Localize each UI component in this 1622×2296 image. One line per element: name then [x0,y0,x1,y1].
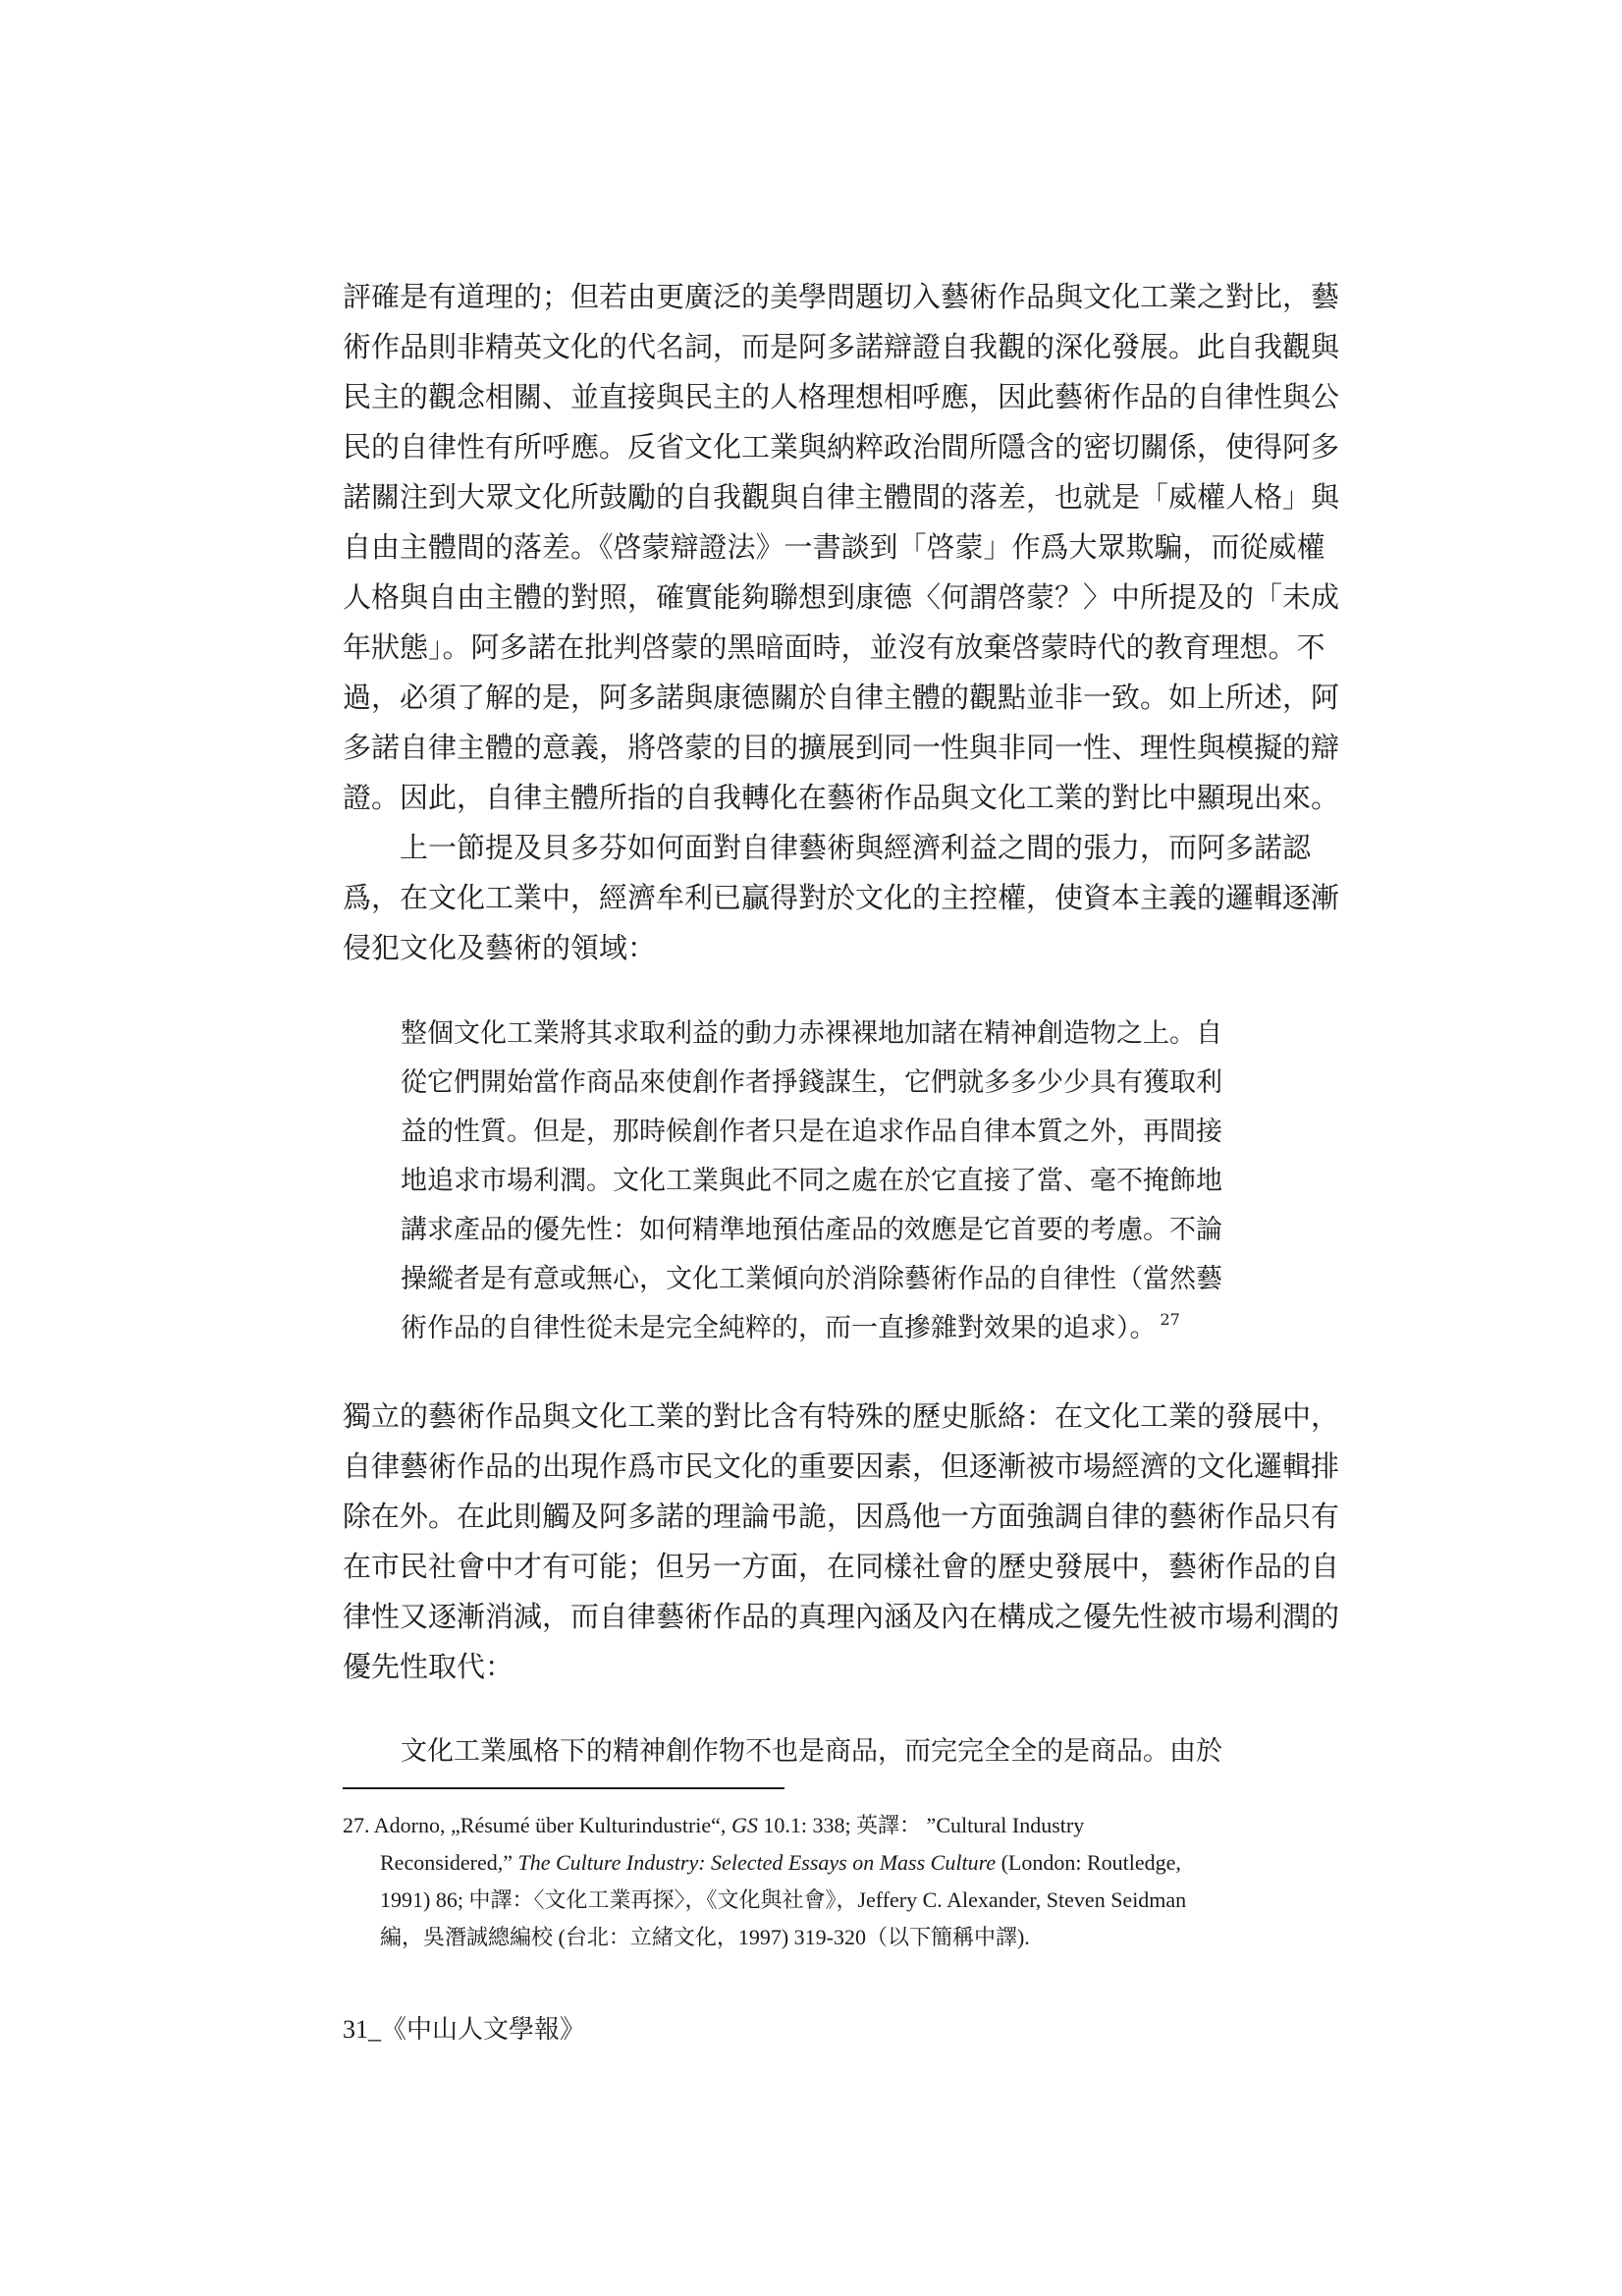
body-text-line: 年狀態」。阿多諾在批判啓蒙的黑暗面時，並沒有放棄啓蒙時代的教育理想。不 [343,630,1325,664]
body-text-line: 獨立的藝術作品與文化工業的對比含有特殊的歷史脈絡：在文化工業的發展中， [343,1399,1340,1433]
quote-text-line: 講求產品的優先性：如何精準地預估產品的效應是它首要的考慮。不論 [401,1215,1222,1245]
body-text-line: 證。因此，自律主體所指的自我轉化在藝術作品與文化工業的對比中顯現出來。 [343,781,1340,814]
quote-text-line: 從它們開始當作商品來使創作者掙錢謀生，它們就多多少少具有獲取利 [401,1067,1222,1098]
body-text-line: 民主的觀念相關、並直接與民主的人格理想相呼應，因此藝術作品的自律性與公 [343,380,1340,413]
body-text-line: 術作品則非精英文化的代名詞，而是阿多諾辯證自我觀的深化發展。此自我觀與 [343,330,1340,363]
footnote-text: 10.1: 338; 英譯： ”Cultural Industry [757,1813,1085,1837]
body-text-line: 自律藝術作品的出現作爲市民文化的重要因素，但逐漸被市場經濟的文化邏輯排 [343,1449,1340,1483]
body-text-line: 侵犯文化及藝術的領域： [343,931,657,964]
footnote-text: Reconsidered,” [380,1850,518,1875]
footnote-reference[interactable]: 27 [1160,1310,1180,1329]
body-text-line: 上一節提及貝多芬如何面對自律藝術與經濟利益之間的張力，而阿多諾認 [400,831,1312,864]
body-text-line: 自由主體間的落差。《啓蒙辯證法》一書談到「啓蒙」作爲大眾欺騙，而從威權 [343,530,1325,564]
body-text-line: 過，必須了解的是，阿多諾與康德關於自律主體的觀點並非一致。如上所述，阿 [343,681,1340,714]
body-text-line: 律性又逐漸消減，而自律藝術作品的真理內涵及內在構成之優先性被市場利潤的 [343,1600,1340,1633]
quote-text-line: 益的性質。但是，那時候創作者只是在追求作品自律本質之外，再間接 [401,1117,1222,1147]
body-text-line: 人格與自由主體的對照，確實能夠聯想到康德〈何謂啓蒙？〉中所提及的「未成 [343,580,1340,614]
quote-text-line: 整個文化工業將其求取利益的動力赤裸裸地加諸在精神創造物之上。自 [401,1018,1222,1049]
quote-text-line: 地追求市場利潤。文化工業與此不同之處在於它直接了當、毫不掩飾地 [401,1166,1222,1196]
quote-text-line [401,1310,1180,1343]
footnote-line [380,1852,1181,1874]
body-text-line: 民的自律性有所呼應。反省文化工業與納粹政治間所隱含的密切關係，使得阿多 [343,430,1340,464]
body-text-line: 在市民社會中才有可能；但另一方面，在同樣社會的歷史發展中，藝術作品的自 [343,1550,1340,1583]
quote-text-line: 文化工業風格下的精神創作物不也是商品，而完完全全的是商品。由於 [401,1736,1222,1767]
footnote-text: Adorno, „Résumé über Kulturindustrie“, [373,1813,731,1837]
body-text-line: 多諾自律主體的意義，將啓蒙的目的擴展到同一性與非同一性、理性與模擬的辯 [343,731,1340,764]
body-text-line: 優先性取代： [343,1650,514,1683]
footnote-number: 27. [343,1813,370,1837]
body-text-line: 爲，在文化工業中，經濟牟利已贏得對於文化的主控權，使資本主義的邏輯逐漸 [343,881,1340,914]
page-folio: 31_《中山人文學報》 [343,2015,586,2044]
footnote-line: 1991) 86; 中譯：〈文化工業再探〉，《文化與社會》，Jeffery C. Alexander, Steven Seidman [380,1887,1187,1912]
footnote-text: (London: Routledge, [996,1850,1181,1875]
footnote-separator [343,1787,784,1789]
footnote-line: 編，吳潛誠總編校 (台北：立緒文化，1997) 319-320（以下簡稱中譯). [380,1925,1030,1949]
footnote-book-title: The Culture Industry: Selected Essays on Mass Culture [517,1850,997,1875]
body-text-line: 評確是有道理的；但若由更廣泛的美學問題切入藝術作品與文化工業之對比，藝 [343,280,1340,313]
footnote-italic: GS [730,1813,758,1837]
body-text-line: 諾關注到大眾文化所鼓勵的自我觀與自律主體間的落差，也就是「威權人格」與 [343,480,1340,514]
quote-text-line: 操縱者是有意或無心，文化工業傾向於消除藝術作品的自律性（當然藝 [401,1264,1222,1294]
footnote-line [343,1815,1084,1836]
body-text-line: 除在外。在此則觸及阿多諾的理論弔詭，因爲他一方面強調自律的藝術作品只有 [343,1500,1340,1533]
quote-text: 術作品的自律性從未是完全純粹的，而一直摻雜對效果的追求）。 [401,1313,1157,1343]
